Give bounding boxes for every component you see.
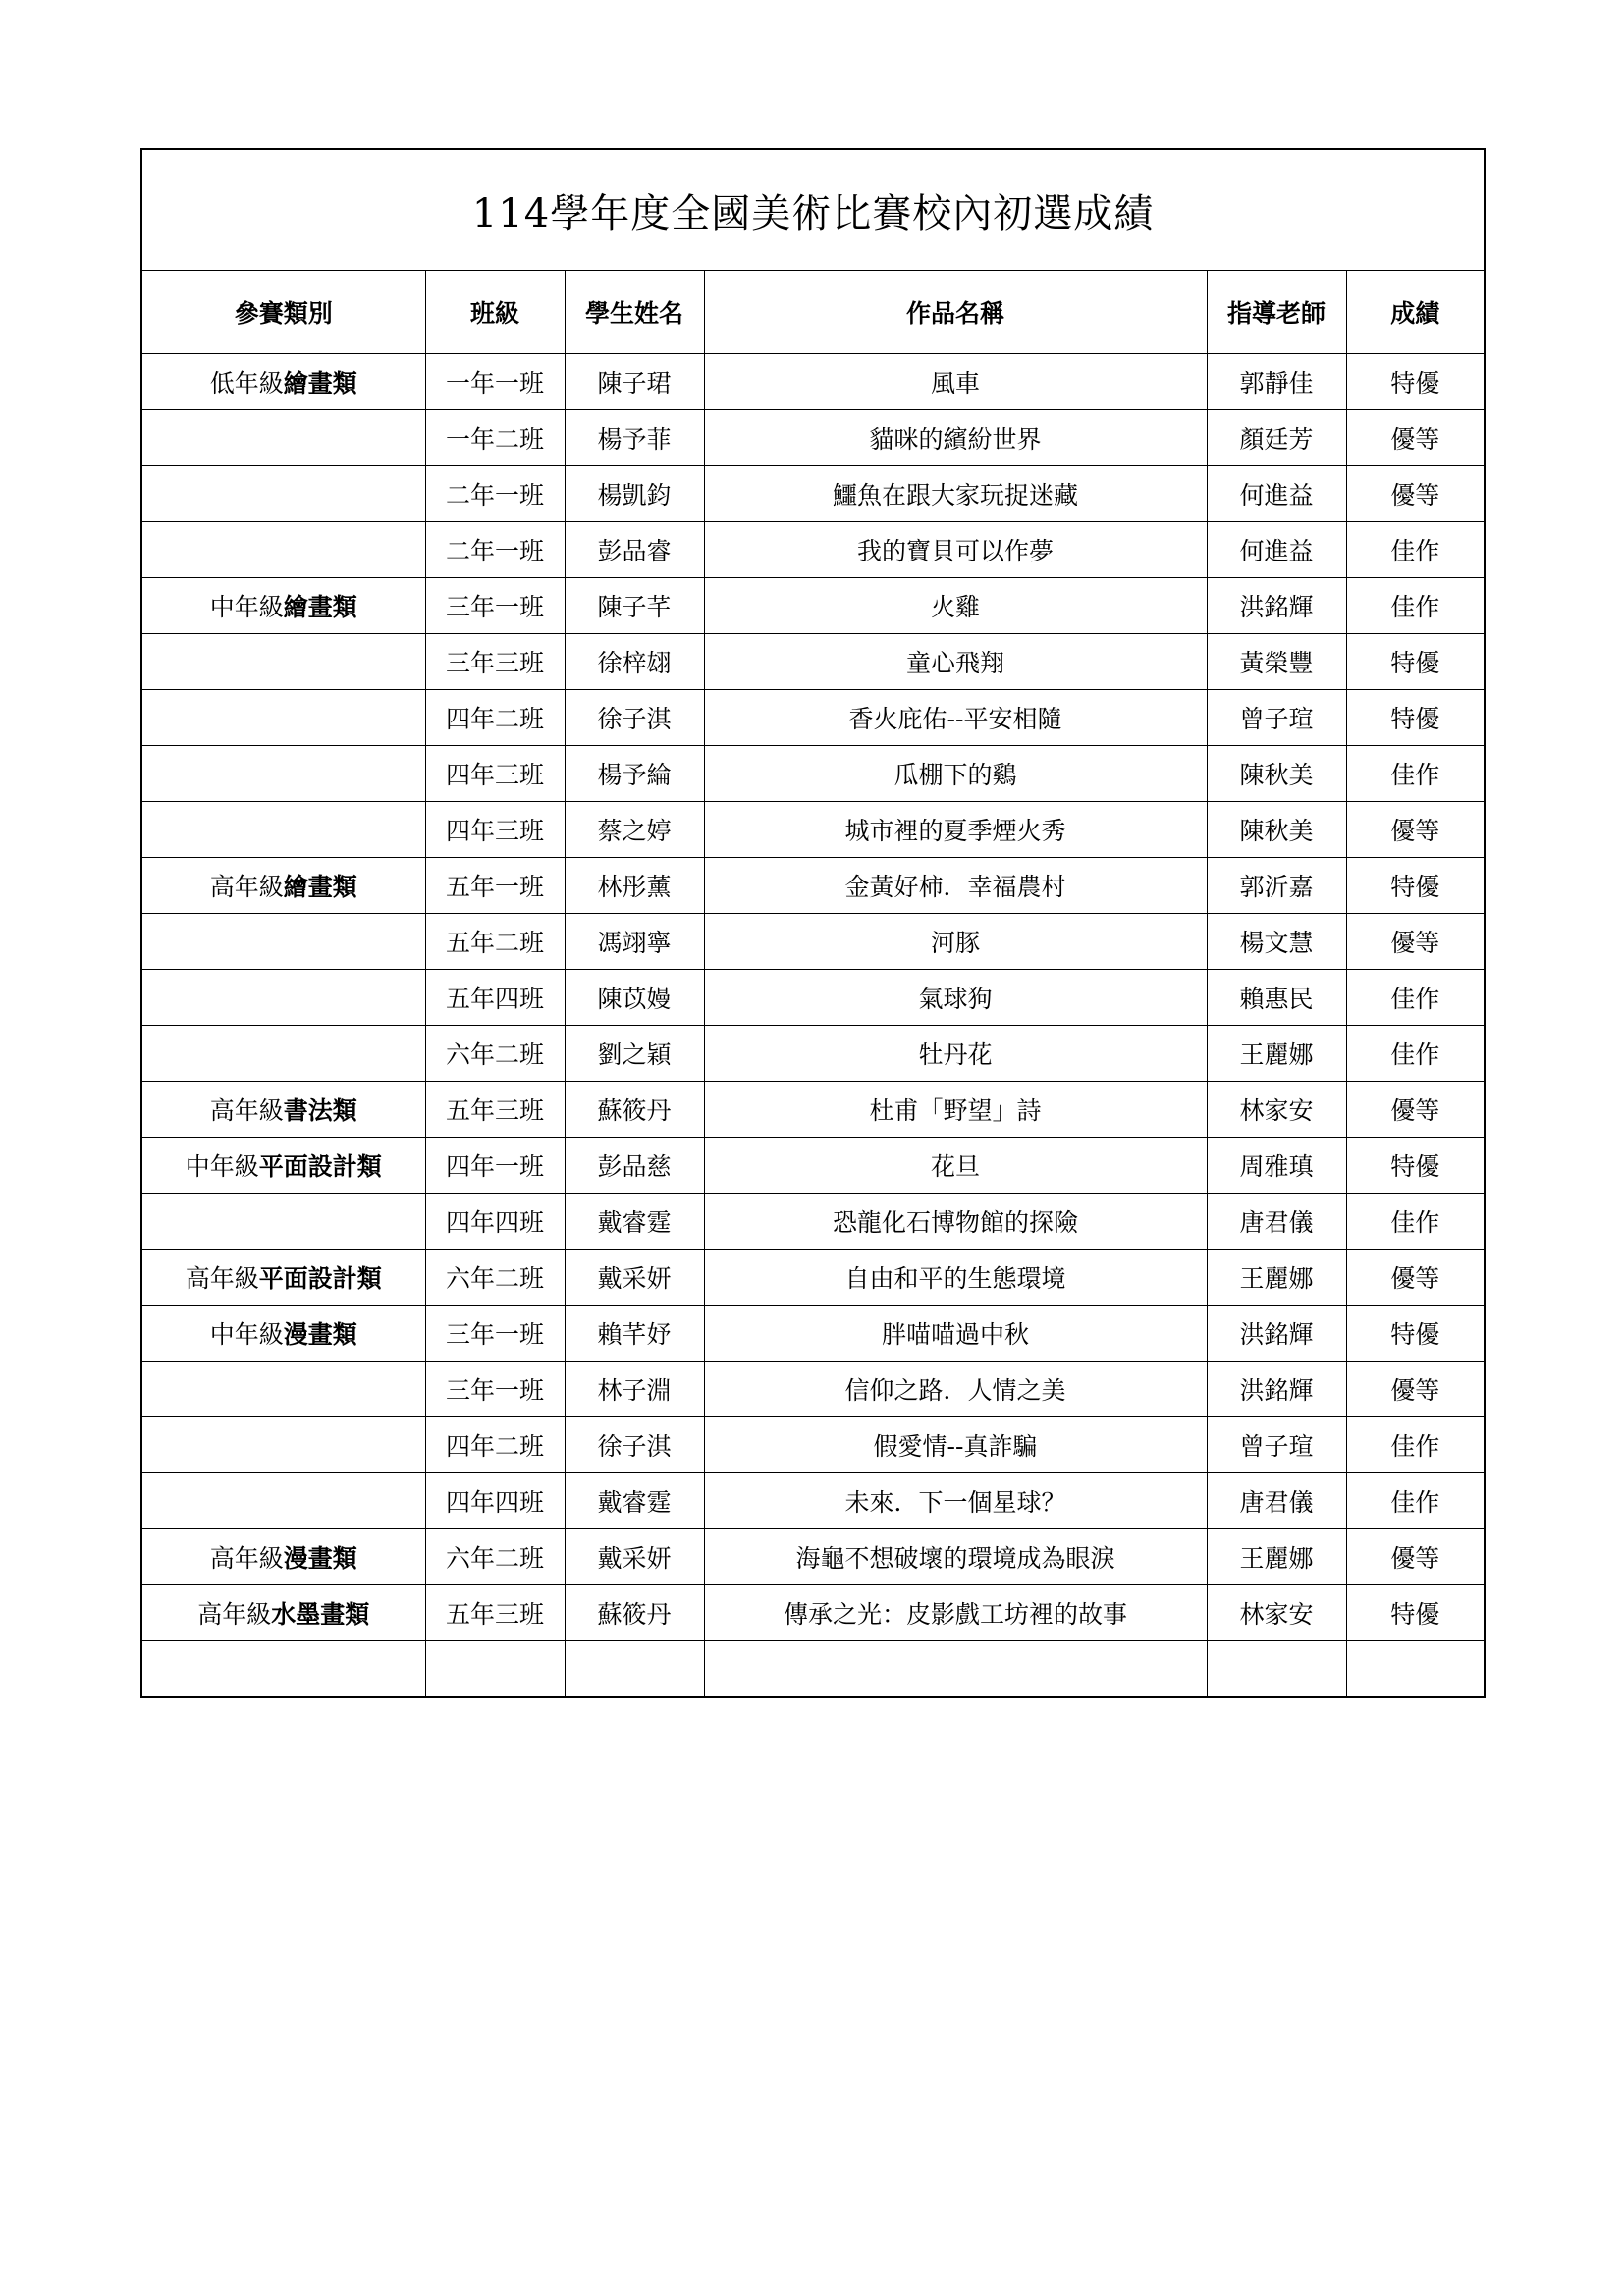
student-name-cell: 徐子淇	[565, 1417, 704, 1473]
student-name-cell: 蔡之婷	[565, 802, 704, 858]
table-row	[141, 1138, 1485, 1194]
work-title-cell: 胖喵喵過中秋	[704, 1306, 1207, 1362]
category-cell	[141, 522, 425, 578]
results-body	[141, 354, 1485, 1698]
student-name-cell: 林彤薰	[565, 858, 704, 914]
category-type: 漫畫類	[283, 1320, 357, 1349]
teacher-cell: 顏廷芳	[1207, 410, 1346, 466]
teacher-cell: 王麗娜	[1207, 1250, 1346, 1306]
header-category: 參賽類別	[141, 271, 425, 354]
student-name-cell: 戴睿霆	[565, 1194, 704, 1250]
student-name-cell: 蘇筱丹	[565, 1082, 704, 1138]
teacher-cell: 陳秋美	[1207, 746, 1346, 802]
category-cell	[141, 1473, 425, 1529]
teacher-cell: 黃榮豐	[1207, 634, 1346, 690]
work-title-cell: 香火庇佑--平安相隨	[704, 690, 1207, 746]
class-cell: 五年四班	[425, 970, 565, 1026]
class-cell: 一年一班	[425, 354, 565, 410]
category-cell	[141, 354, 425, 410]
category-type: 繪畫類	[283, 873, 357, 901]
class-cell: 四年四班	[425, 1473, 565, 1529]
teacher-cell	[1207, 1641, 1346, 1698]
work-title-cell: 氣球狗	[704, 970, 1207, 1026]
student-name-cell: 賴芊妤	[565, 1306, 704, 1362]
student-name-cell: 楊予綸	[565, 746, 704, 802]
table-row	[141, 634, 1485, 690]
table-row	[141, 354, 1485, 410]
work-title-cell: 火雞	[704, 578, 1207, 634]
work-title-cell: 海龜不想破壞的環境成為眼淚	[704, 1529, 1207, 1585]
table-row	[141, 1362, 1485, 1417]
teacher-cell: 王麗娜	[1207, 1529, 1346, 1585]
work-title-cell: 傳承之光：皮影戲工坊裡的故事	[704, 1585, 1207, 1641]
teacher-cell: 曾子瑄	[1207, 690, 1346, 746]
page-title: 114學年度全國美術比賽校內初選成績	[141, 149, 1485, 271]
teacher-cell: 林家安	[1207, 1082, 1346, 1138]
category-cell	[141, 578, 425, 634]
grade-cell: 特優	[1346, 634, 1485, 690]
student-name-cell: 陳子芊	[565, 578, 704, 634]
category-cell	[141, 858, 425, 914]
student-name-cell: 林子淵	[565, 1362, 704, 1417]
table-row	[141, 1417, 1485, 1473]
category-type: 平面設計類	[258, 1152, 382, 1181]
category-type: 平面設計類	[258, 1264, 382, 1293]
student-name-cell: 楊凱鈞	[565, 466, 704, 522]
class-cell: 二年一班	[425, 522, 565, 578]
teacher-cell: 洪銘輝	[1207, 578, 1346, 634]
table-row	[141, 410, 1485, 466]
teacher-cell: 林家安	[1207, 1585, 1346, 1641]
category-prefix: 中年級	[185, 1152, 259, 1181]
header-work-title: 作品名稱	[704, 271, 1207, 354]
class-cell: 六年二班	[425, 1250, 565, 1306]
grade-cell: 特優	[1346, 858, 1485, 914]
class-cell: 三年一班	[425, 1362, 565, 1417]
category-cell	[141, 1250, 425, 1306]
results-sheet	[140, 148, 1484, 1698]
grade-cell: 佳作	[1346, 1194, 1485, 1250]
grade-cell: 佳作	[1346, 970, 1485, 1026]
grade-cell: 佳作	[1346, 1473, 1485, 1529]
category-cell	[141, 1194, 425, 1250]
category-cell	[141, 1529, 425, 1585]
category-cell	[141, 1306, 425, 1362]
class-cell: 四年二班	[425, 690, 565, 746]
teacher-cell: 陳秋美	[1207, 802, 1346, 858]
class-cell: 六年二班	[425, 1529, 565, 1585]
table-row	[141, 1194, 1485, 1250]
student-name-cell: 蘇筱丹	[565, 1585, 704, 1641]
teacher-cell: 曾子瑄	[1207, 1417, 1346, 1473]
table-row	[141, 578, 1485, 634]
teacher-cell: 楊文慧	[1207, 914, 1346, 970]
category-cell	[141, 466, 425, 522]
category-type: 繪畫類	[283, 593, 357, 621]
work-title-cell: 我的寶貝可以作夢	[704, 522, 1207, 578]
header-teacher: 指導老師	[1207, 271, 1346, 354]
student-name-cell: 彭品慈	[565, 1138, 704, 1194]
grade-cell: 特優	[1346, 690, 1485, 746]
grade-cell: 優等	[1346, 410, 1485, 466]
category-cell	[141, 802, 425, 858]
work-title-cell: 瓜棚下的鷄	[704, 746, 1207, 802]
teacher-cell: 賴惠民	[1207, 970, 1346, 1026]
category-cell	[141, 1362, 425, 1417]
grade-cell: 特優	[1346, 1306, 1485, 1362]
teacher-cell: 洪銘輝	[1207, 1306, 1346, 1362]
category-type: 漫畫類	[283, 1544, 357, 1573]
student-name-cell	[565, 1641, 704, 1698]
grade-cell: 佳作	[1346, 522, 1485, 578]
work-title-cell: 金黃好柿．幸福農村	[704, 858, 1207, 914]
category-prefix: 中年級	[209, 1320, 284, 1349]
grade-cell: 優等	[1346, 466, 1485, 522]
teacher-cell: 周雅瑱	[1207, 1138, 1346, 1194]
header-class: 班級	[425, 271, 565, 354]
table-row	[141, 690, 1485, 746]
work-title-cell: 河豚	[704, 914, 1207, 970]
table-row	[141, 1250, 1485, 1306]
header-row	[141, 271, 1485, 354]
category-type: 書法類	[283, 1096, 357, 1125]
class-cell: 四年二班	[425, 1417, 565, 1473]
class-cell: 四年一班	[425, 1138, 565, 1194]
work-title-cell	[704, 1641, 1207, 1698]
grade-cell: 優等	[1346, 1529, 1485, 1585]
grade-cell	[1346, 1641, 1485, 1698]
class-cell: 四年三班	[425, 746, 565, 802]
grade-cell: 佳作	[1346, 1417, 1485, 1473]
class-cell: 三年一班	[425, 1306, 565, 1362]
student-name-cell: 戴睿霆	[565, 1473, 704, 1529]
table-row	[141, 1473, 1485, 1529]
class-cell	[425, 1641, 565, 1698]
class-cell: 一年二班	[425, 410, 565, 466]
table-row	[141, 970, 1485, 1026]
work-title-cell: 自由和平的生態環境	[704, 1250, 1207, 1306]
student-name-cell: 彭品睿	[565, 522, 704, 578]
class-cell: 五年三班	[425, 1082, 565, 1138]
class-cell: 五年二班	[425, 914, 565, 970]
teacher-cell: 唐君儀	[1207, 1194, 1346, 1250]
table-row	[141, 522, 1485, 578]
grade-cell: 特優	[1346, 354, 1485, 410]
table-row	[141, 1641, 1485, 1698]
title-row	[141, 149, 1485, 271]
header-grade: 成績	[1346, 271, 1485, 354]
student-name-cell: 馮翊寧	[565, 914, 704, 970]
class-cell: 四年三班	[425, 802, 565, 858]
grade-cell: 優等	[1346, 802, 1485, 858]
table-row	[141, 1082, 1485, 1138]
teacher-cell: 郭沂嘉	[1207, 858, 1346, 914]
category-cell	[141, 1082, 425, 1138]
grade-cell: 佳作	[1346, 1026, 1485, 1082]
work-title-cell: 花旦	[704, 1138, 1207, 1194]
work-title-cell: 童心飛翔	[704, 634, 1207, 690]
table-row	[141, 746, 1485, 802]
category-type: 繪畫類	[283, 369, 357, 398]
grade-cell: 優等	[1346, 1250, 1485, 1306]
table-row	[141, 858, 1485, 914]
table-row	[141, 914, 1485, 970]
class-cell: 五年一班	[425, 858, 565, 914]
teacher-cell: 何進益	[1207, 466, 1346, 522]
category-prefix: 中年級	[209, 593, 284, 621]
work-title-cell: 假愛情--真詐騙	[704, 1417, 1207, 1473]
work-title-cell: 風車	[704, 354, 1207, 410]
category-cell	[141, 746, 425, 802]
results-table	[140, 148, 1486, 1698]
category-prefix: 高年級	[197, 1600, 272, 1629]
header-student-name: 學生姓名	[565, 271, 704, 354]
grade-cell: 佳作	[1346, 578, 1485, 634]
student-name-cell: 徐梓翃	[565, 634, 704, 690]
student-name-cell: 徐子淇	[565, 690, 704, 746]
category-cell	[141, 1417, 425, 1473]
table-row	[141, 1306, 1485, 1362]
category-cell	[141, 634, 425, 690]
category-prefix: 高年級	[185, 1264, 259, 1293]
work-title-cell: 鱷魚在跟大家玩捉迷藏	[704, 466, 1207, 522]
teacher-cell: 何進益	[1207, 522, 1346, 578]
student-name-cell: 陳苡嫚	[565, 970, 704, 1026]
category-cell	[141, 1026, 425, 1082]
class-cell: 二年一班	[425, 466, 565, 522]
category-cell	[141, 690, 425, 746]
class-cell: 六年二班	[425, 1026, 565, 1082]
class-cell: 三年一班	[425, 578, 565, 634]
category-prefix: 低年級	[209, 369, 284, 398]
category-cell	[141, 1641, 425, 1698]
student-name-cell: 楊予菲	[565, 410, 704, 466]
work-title-cell: 未來．下一個星球？	[704, 1473, 1207, 1529]
category-prefix: 高年級	[209, 1096, 284, 1125]
class-cell: 五年三班	[425, 1585, 565, 1641]
table-row	[141, 1529, 1485, 1585]
teacher-cell: 郭靜佳	[1207, 354, 1346, 410]
class-cell: 三年三班	[425, 634, 565, 690]
category-cell	[141, 1138, 425, 1194]
grade-cell: 優等	[1346, 1082, 1485, 1138]
category-cell	[141, 970, 425, 1026]
work-title-cell: 恐龍化石博物館的探險	[704, 1194, 1207, 1250]
student-name-cell: 陳子珺	[565, 354, 704, 410]
work-title-cell: 牡丹花	[704, 1026, 1207, 1082]
teacher-cell: 王麗娜	[1207, 1026, 1346, 1082]
table-row	[141, 466, 1485, 522]
table-row	[141, 1026, 1485, 1082]
table-row	[141, 1585, 1485, 1641]
category-cell	[141, 1585, 425, 1641]
category-prefix: 高年級	[209, 873, 284, 901]
teacher-cell: 唐君儀	[1207, 1473, 1346, 1529]
grade-cell: 特優	[1346, 1585, 1485, 1641]
work-title-cell: 城市裡的夏季煙火秀	[704, 802, 1207, 858]
grade-cell: 優等	[1346, 1362, 1485, 1417]
student-name-cell: 戴采妍	[565, 1250, 704, 1306]
work-title-cell: 信仰之路．人情之美	[704, 1362, 1207, 1417]
category-type: 水墨畫類	[271, 1600, 370, 1629]
student-name-cell: 劉之穎	[565, 1026, 704, 1082]
grade-cell: 優等	[1346, 914, 1485, 970]
student-name-cell: 戴采妍	[565, 1529, 704, 1585]
category-cell	[141, 914, 425, 970]
category-prefix: 高年級	[209, 1544, 284, 1573]
work-title-cell: 杜甫「野望」詩	[704, 1082, 1207, 1138]
class-cell: 四年四班	[425, 1194, 565, 1250]
table-row	[141, 802, 1485, 858]
teacher-cell: 洪銘輝	[1207, 1362, 1346, 1417]
work-title-cell: 貓咪的繽紛世界	[704, 410, 1207, 466]
grade-cell: 佳作	[1346, 746, 1485, 802]
grade-cell: 特優	[1346, 1138, 1485, 1194]
category-cell	[141, 410, 425, 466]
